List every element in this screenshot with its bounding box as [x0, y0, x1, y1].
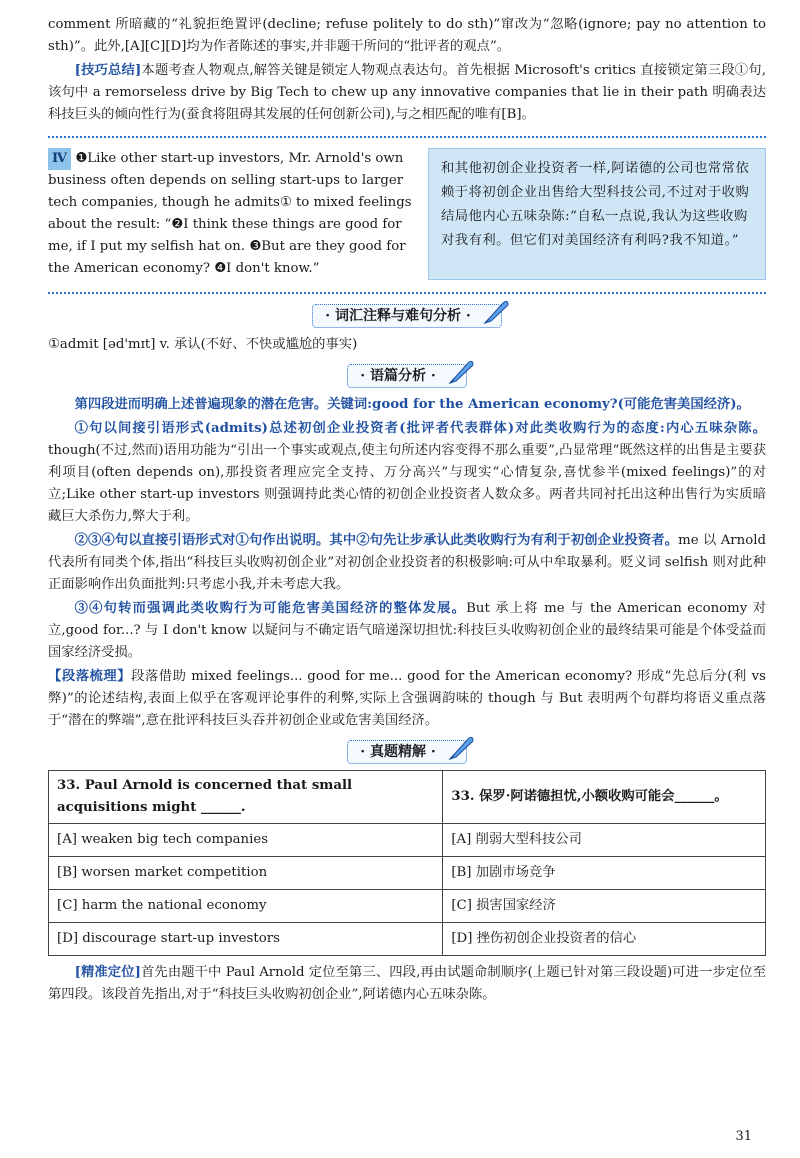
locate-paragraph [48, 962, 766, 1006]
page [48, 14, 766, 1006]
exam-heading [347, 740, 467, 764]
table-row [49, 890, 766, 923]
passage-chinese-text: 和其他初创企业投资者一样,阿诺德的公司也常常依赖于将初创企业出售给大型科技公司,不过对于收购结局他内心五味杂陈:“自私一点说,我认为这些收购对我有利。但它们对美国经济有利吗?我不知道。” [441, 161, 750, 248]
vocab-note: ①admit [əd'mɪt] v. 承认(不好、不快或尴尬的事实) [48, 337, 358, 352]
option-a-en: [A] weaken big tech companies [49, 824, 443, 857]
table-row [49, 857, 766, 890]
question-stem-zh: 33. 保罗·阿诺德担忧,小额收购可能会______。 [443, 771, 766, 824]
analysis-para-2-text: though(不过,然而)语用功能为“引出一个事实或观点,使主句所述内容变得不那么重要”,凸显常理“既然这样的出售是主要获利项目(often depends on),那投资者理应完全支持、万分高兴”与现实“心情复杂,喜忧参半(mixed feelings)”的对立;Like other start-up investors 则强调持此类心情的初创企业投资者人数众多。两者共同衬托出这种出售行为实质暗藏巨大杀伤力,弊大于利。 [48, 443, 766, 524]
analysis-para-2-lead: ①句以间接引语形式(admits)总述初创企业投资者(批评者代表群体)对此类收购行为的态度:内心五味杂陈。 [74, 421, 767, 436]
analysis-heading [347, 364, 467, 388]
option-a-zh: [A] 削弱大型科技公司 [443, 824, 766, 857]
option-d-zh: [D] 挫伤初创企业投资者的信心 [443, 923, 766, 956]
table-row [49, 824, 766, 857]
exam-heading-text: · 真题精解 · [360, 744, 436, 760]
quill-pen-icon [446, 357, 476, 387]
passage-english-text: ❶Like other start-up investors, Mr. Arnold's own business often depends on selling start-ups to larger tech companies, though he admits① to mixed feelings about the result: “❷I think these things are good for me, if I put my selfish hat on. ❸But are they good for the American economy? ❹I don't know.” [48, 151, 412, 276]
option-c-en: [C] harm the national economy [49, 890, 443, 923]
intro-paragraph: comment 所暗藏的“礼貌拒绝置评(decline; refuse politely to do sth)”窜改为“忽略(ignore; pay no attention to sth)”。此外,[A][C][D]均为作者陈述的事实,并非题干所问的“批评者的观点”。 [48, 17, 766, 54]
analysis-para-3 [48, 530, 766, 596]
dotted-divider [48, 136, 766, 138]
tips-paragraph [48, 60, 766, 126]
question-stem-en: 33. Paul Arnold is concerned that small acquisitions might ______. [49, 771, 443, 824]
analysis-para-4 [48, 598, 766, 664]
locate-text: 首先由题干中 Paul Arnold 定位至第三、四段,再由试题命制顺序(上题已针对第三段设题)可进一步定位至第四段。该段首先指出,对于“科技巨头收购初创企业”,阿诺德内心五味杂陈。 [48, 965, 766, 1002]
summary-text: 段落借助 mixed feelings... good for me... good for the American economy? 形成“先总后分(利 vs 弊)”的论述结构,表面上似乎在客观评论事件的利弊,实际上含强调韵味的 though 与 But 表明两个句群均将语义重点落于“潜在的弊端”,意在批评科技巨头吞并初创企业或危害美国经济。 [48, 669, 766, 728]
option-c-zh: [C] 损害国家经济 [443, 890, 766, 923]
exam-heading-wrap [48, 740, 766, 764]
paragraph-number-badge: Ⅳ [48, 148, 71, 170]
locate-tag: [精准定位] [74, 965, 141, 980]
analysis-para-3-text: me 以 Arnold 代表所有同类个体,指出“科技巨头收购初创企业”对初创企业投资者的积极影响:可从中牟取暴利。贬义词 selfish 则对此种正面影响作出负面批判:只考虑小我,并未考虑大我。 [48, 533, 766, 592]
tips-tag: [技巧总结] [74, 63, 142, 78]
analysis-heading-wrap [48, 364, 766, 388]
table-row [49, 771, 766, 824]
analysis-para-2 [48, 418, 766, 528]
quill-pen-icon [481, 297, 511, 327]
vocab-heading-wrap [48, 304, 766, 328]
option-d-en: [D] discourage start-up investors [49, 923, 443, 956]
analysis-para-3-lead: ②③④句以直接引语形式对①句作出说明。其中②句先让步承认此类收购行为有利于初创企业投资者。 [74, 533, 679, 548]
dotted-divider-2 [48, 292, 766, 294]
option-b-zh: [B] 加剧市场竞争 [443, 857, 766, 890]
passage-chinese-box [428, 148, 766, 280]
analysis-para-1: 第四段进而明确上述普遍现象的潜在危害。关键词:good for the American economy?(可能危害美国经济)。 [74, 397, 750, 412]
option-b-en: [B] worsen market competition [49, 857, 443, 890]
analysis-para-4-lead: ③④句转而强调此类收购行为可能危害美国经济的整体发展。 [74, 601, 467, 616]
question-table [48, 770, 766, 956]
vocab-heading-text: · 词汇注释与难句分析 · [325, 308, 471, 324]
analysis-para-4-text: But 承上将 me 与 the American economy 对立,good for...? 与 I don't know 以疑问与不确定语气暗递深切担忧:科技巨头收购初创企业的最终结果可能是个体受益而国家经济受损。 [48, 601, 766, 660]
summary-tag: 【段落梳理】 [48, 669, 132, 684]
vocab-heading [312, 304, 502, 328]
paragraph-summary [48, 666, 766, 732]
passage-section [48, 148, 766, 280]
passage-english [48, 148, 414, 280]
tips-text: 本题考查人物观点,解答关键是锁定人物观点表达句。首先根据 Microsoft's critics 直接锁定第三段①句,该句中 a remorseless drive by Big Tech to chew up any innovative companies that lie in their path 明确表达科技巨头的倾向性行为(蚕食将阻碍其发展的任何创新公司),与之相匹配的唯有[B]。 [48, 63, 766, 122]
quill-pen-icon [446, 733, 476, 763]
analysis-heading-text: · 语篇分析 · [360, 368, 436, 384]
page-number: 31 [735, 1129, 752, 1144]
table-row [49, 923, 766, 956]
